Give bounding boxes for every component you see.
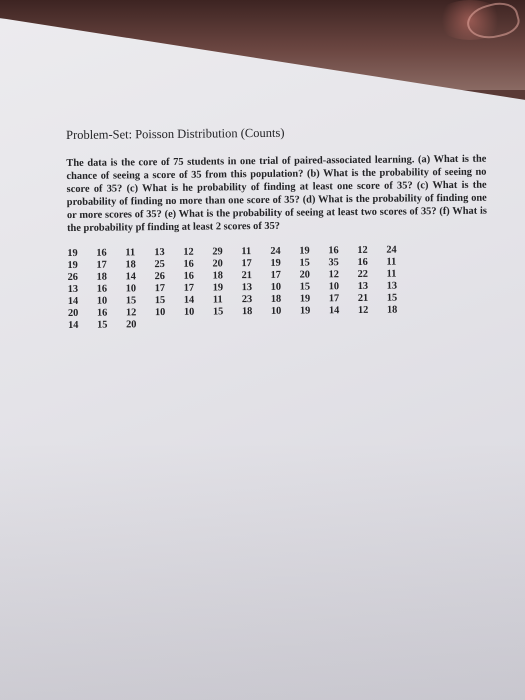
score-cell: 15	[386, 292, 398, 304]
score-cell: 13	[67, 283, 79, 295]
score-cell: 35	[328, 256, 339, 268]
score-cell: 19	[212, 281, 224, 293]
score-cell: 26	[67, 271, 79, 283]
score-cell: 11	[125, 246, 136, 258]
scores-table	[67, 243, 416, 331]
problem-set-content	[66, 124, 488, 331]
score-cell: 12	[183, 246, 194, 258]
score-cell: 19	[299, 244, 310, 257]
score-cell: 22	[357, 268, 368, 280]
score-cell: 10	[154, 306, 166, 318]
score-cell: 13	[241, 281, 253, 293]
score-cell: 14	[67, 295, 79, 307]
score-cell: 19	[299, 292, 311, 305]
score-cell: 29	[212, 245, 223, 257]
score-cell: 19	[67, 259, 78, 271]
score-cell: 12	[125, 306, 137, 318]
problem-set-title: Problem-Set: Poisson Distribution (Counts)	[66, 125, 285, 142]
score-cell: 16	[96, 247, 107, 259]
score-cell: 17	[183, 282, 195, 294]
score-cell: 14	[328, 304, 340, 316]
score-cell: 17	[328, 292, 340, 304]
score-cell: 15	[125, 294, 137, 306]
score-cell: 13	[386, 280, 398, 292]
score-cell: 15	[97, 319, 108, 331]
score-cell: 10	[96, 295, 108, 307]
score-cell: 18	[386, 304, 398, 316]
score-cell: 16	[357, 256, 368, 268]
scores-row	[68, 303, 416, 319]
score-cell: 16	[183, 258, 194, 270]
score-cell: 21	[241, 269, 252, 281]
score-cell: 13	[154, 246, 165, 258]
score-cell: 14	[183, 294, 195, 306]
score-cell: 10	[125, 282, 137, 294]
score-cell: 24	[270, 245, 281, 257]
score-cell: 13	[357, 280, 369, 292]
score-cell: 21	[357, 292, 369, 304]
score-cell: 11	[241, 245, 252, 257]
score-cell: 18	[96, 271, 108, 283]
score-cell: 10	[328, 280, 340, 292]
score-cell: 19	[270, 257, 281, 269]
score-cell: 14	[68, 319, 79, 331]
score-cell: 20	[212, 257, 223, 269]
score-cell: 11	[386, 256, 397, 268]
score-cell: 18	[212, 269, 223, 281]
score-cell: 12	[357, 304, 369, 316]
score-cell: 17	[241, 257, 252, 269]
score-cell: 12	[328, 268, 339, 280]
score-cell: 16	[96, 283, 108, 295]
score-cell: 11	[386, 268, 397, 280]
problem-text: The data is the core of 75 students in one trial of paired-associated learning. (a) What is the chance of seeing a score of 35 from this population? (b) What is the probability of seeing no score of 35? (c) What is he probability of finding at least one score of 35? (c) What is the probability of finding no more than one score of 35? (d) What is the probability of finding one or more scores of 35? (e) What is the probability of seeing at least two scores of 35? (f) What is the probability pf finding at least 2 scores of 35?	[66, 153, 487, 234]
score-cell: 19	[67, 247, 78, 259]
score-cell: 20	[126, 318, 137, 330]
score-cell: 10	[270, 281, 282, 293]
score-cell: 20	[67, 307, 79, 319]
score-cell: 17	[270, 269, 281, 281]
score-cell: 10	[183, 306, 195, 318]
score-cell: 24	[386, 244, 397, 256]
paper-sheet	[0, 18, 525, 700]
score-cell: 25	[154, 258, 165, 270]
score-cell: 12	[357, 244, 368, 256]
score-cell: 20	[299, 268, 310, 281]
score-cell: 15	[299, 280, 311, 293]
score-cell: 18	[125, 258, 136, 270]
score-cell: 18	[241, 305, 253, 317]
score-cell: 23	[241, 293, 253, 305]
score-cell: 17	[154, 282, 166, 294]
score-cell: 16	[328, 244, 339, 256]
score-cell: 19	[299, 304, 311, 317]
score-cell: 26	[154, 270, 166, 282]
score-cell: 15	[154, 294, 166, 306]
score-cell: 15	[299, 256, 310, 269]
score-cell: 10	[270, 305, 282, 317]
score-cell: 15	[212, 305, 224, 317]
score-cell: 17	[96, 259, 107, 271]
score-cell: 11	[212, 293, 223, 305]
score-cell: 14	[125, 270, 137, 282]
score-cell: 16	[96, 307, 108, 319]
score-cell: 18	[270, 293, 282, 305]
score-cell: 16	[183, 270, 195, 282]
